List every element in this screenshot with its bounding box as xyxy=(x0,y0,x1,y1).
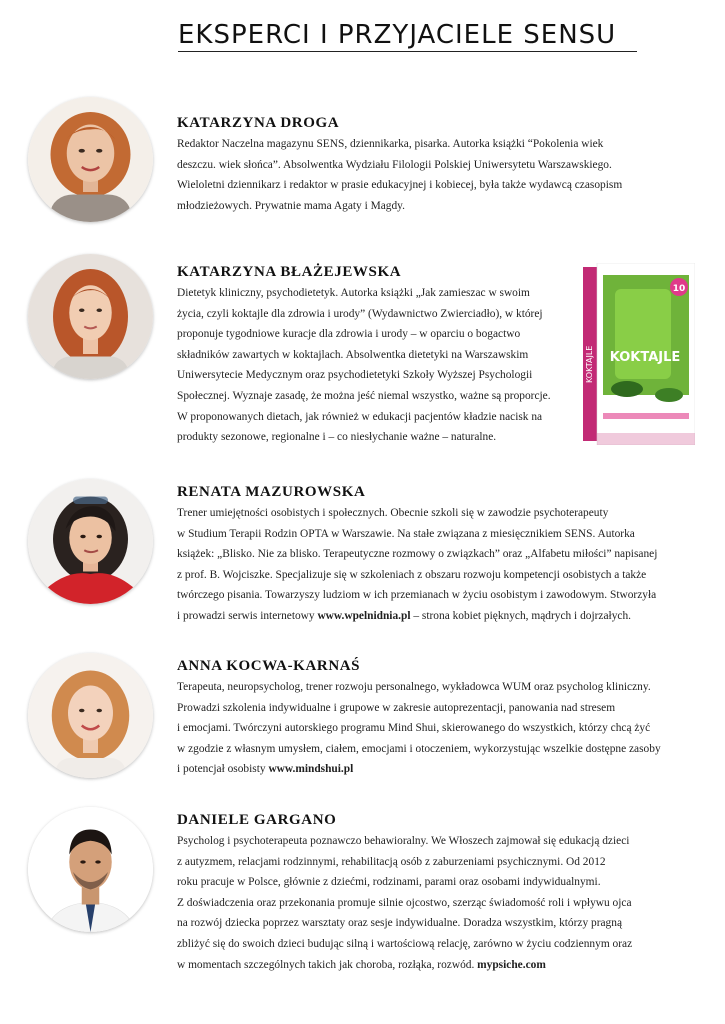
bio-line: zbliżyć się do swoich dzieci budując silną i wartościową relację, zarówno w życiu codziennym oraz xyxy=(177,937,633,950)
bio-line-end: – strona kobiet pięknych, mądrych i dojrzałych. xyxy=(410,609,631,622)
expert-name: DANIELE GARGANO xyxy=(177,812,337,828)
website-link-mindshui[interactable]: www.mindshui.pl xyxy=(268,763,354,776)
expert-name: KATARZYNA DROGA xyxy=(177,115,340,131)
title-underline xyxy=(178,51,637,52)
book-title: KOKTAJLE xyxy=(609,350,681,365)
bio-line: Prowadzi szkolenia indywidualne i grupowe w zakresie autoprezentacji, panowania nad stresem xyxy=(177,701,616,714)
bio-line: Wieloletni dziennikarz i redaktor w prasie edukacyjnej i kobiecej, była także wydawcą czasopism xyxy=(177,179,623,192)
bio-line: Redaktor Naczelna magazynu SENS, dziennikarka, pisarka. Autorka książki “Pokolenia wiek xyxy=(177,138,604,150)
bio-daniele-gargano xyxy=(177,810,632,975)
bio-line: Uniwersytecie Medycznym oraz psychodietetyki Szkoły Wyższej Psychologii xyxy=(177,369,533,382)
bio-line xyxy=(177,759,661,780)
bio-line: życia, czyli koktajle dla zdrowia i urody” (Wydawnictwo Zwierciadło), w której xyxy=(177,307,543,320)
bio-anna-kocwa-karnas xyxy=(177,656,661,780)
bio-line: produkty sezonowe, regionalne i – co niesłychanie ważne – naturalne. xyxy=(177,431,497,444)
website-link-wpelnidnia[interactable]: www.wpelnidnia.pl xyxy=(317,609,411,622)
portrait-renata-mazurowska xyxy=(28,479,153,604)
portrait-katarzyna-droga xyxy=(28,97,153,222)
book-cover-koktajle xyxy=(583,263,695,445)
bio-line: Z doświadczenia oraz przekonania promuje silnie ojcostwo, szerząc świadomość roli i wpływu ojca xyxy=(177,896,632,909)
expert-name: ANNA KOCWA-KARNAŚ xyxy=(177,658,361,674)
bio-line: Terapeuta, neuropsycholog, trener rozwoju personalnego, wykładowca WUM oraz psycholog kliniczny. xyxy=(177,681,651,693)
bio-line: i emocjami. Twórczyni autorskiego programu Mind Shui, skierowanego do wszystkich, którzy chcą żyć xyxy=(177,722,651,735)
bio-katarzyna-droga xyxy=(177,113,622,216)
expert-name: KATARZYNA BŁAŻEJEWSKA xyxy=(177,264,402,280)
bio-line xyxy=(177,955,632,976)
website-link-mypsiche[interactable]: mypsiche.com xyxy=(477,958,546,971)
bio-line-start: i prowadzi serwis internetowy xyxy=(177,609,318,622)
bio-line: z prof. B. Wojciszke. Specjalizuje się w szkoleniach z obszaru rozwoju kompetencji osobistych a także xyxy=(177,568,647,581)
book-spine-text: KOKTAJLE xyxy=(585,345,594,383)
bio-line: twórczego pisania. Towarzyszy ludziom w ich przemianach w życiu osobistym i zawodowym. Stworzyła xyxy=(177,589,657,602)
bio-line: W proponowanych dietach, jak również w edukacji pacjentów kładzie nacisk na xyxy=(177,410,543,423)
bio-katarzyna-blazejewska xyxy=(177,262,551,448)
portrait-katarzyna-blazejewska xyxy=(28,254,153,379)
portrait-anna-kocwa-karnas xyxy=(28,653,153,778)
bio-line-start: w momentach szczególnych takich jak choroba, rozłąka, rozwód. xyxy=(177,958,478,971)
bio-line: Społecznej. Wyznaje zasadę, że można jeść niemal wszystko, ważne są proporcje. xyxy=(177,389,551,402)
bio-line: proponuje tygodniowe kuracje dla zdrowia i urody – w oparciu o bogactwo xyxy=(177,328,521,341)
bio-line: Trener umiejętności osobistych i społecznych. Obecnie szkoli się w zawodzie psychoterapeuty xyxy=(177,507,609,519)
bio-line: książek: „Blisko. Nie za blisko. Terapeutyczne rozmowy o związkach” oraz „Alfabetu miłości” napisanej xyxy=(177,548,658,561)
bio-line: Dietetyk kliniczny, psychodietetyk. Autorka książki „Jak zamieszac w swoim xyxy=(177,287,530,299)
bio-line: w zgodzie z własnym umysłem, ciałem, emocjami i otoczeniem, wykorzystując wszelkie dostępne zasoby xyxy=(177,742,661,755)
bio-line: młodzieżowych. Prywatnie mama Agaty i Magdy. xyxy=(177,199,405,212)
bio-line: w Studium Terapii Rodzin OPTA w Warszawie. Na stałe związana z miesięcznikiem SENS. Autorka xyxy=(177,527,635,540)
bio-line: Psycholog i psychoterapeuta poznawczo behawioralny. We Włoszech zajmował się edukacją dzieci xyxy=(177,835,630,847)
bio-line: deszczu. wiek słońca”. Absolwentka Wydziału Filologii Polskiej Uniwersytetu Warszawskiego. xyxy=(177,158,612,171)
bio-line: składników zawartych w koktajlach. Absolwentka dietetyki na Warszawskim xyxy=(177,348,529,361)
page-title: EKSPERCI I PRZYJACIELE SENSU xyxy=(178,20,617,50)
book-badge: 10 xyxy=(672,284,686,294)
portrait-daniele-gargano xyxy=(28,807,153,932)
bio-line: z autyzmem, relacjami rodzinnymi, rehabilitacją osób z zaburzeniami psychicznymi. Od 2012 xyxy=(177,855,606,868)
bio-renata-mazurowska xyxy=(177,482,657,627)
expert-name: RENATA MAZUROWSKA xyxy=(177,484,366,500)
bio-line-start: i potencjał osobisty xyxy=(177,763,269,776)
bio-line: roku pracuje w Polsce, głównie z dziećmi, rodzinami, parami oraz osobami indywidualnymi. xyxy=(177,876,601,889)
bio-line: na rozwój dziecka poprzez warsztaty oraz sesje indywidualne. Doradza wszystkim, którzy pragną xyxy=(177,917,623,930)
bio-line xyxy=(177,606,657,627)
